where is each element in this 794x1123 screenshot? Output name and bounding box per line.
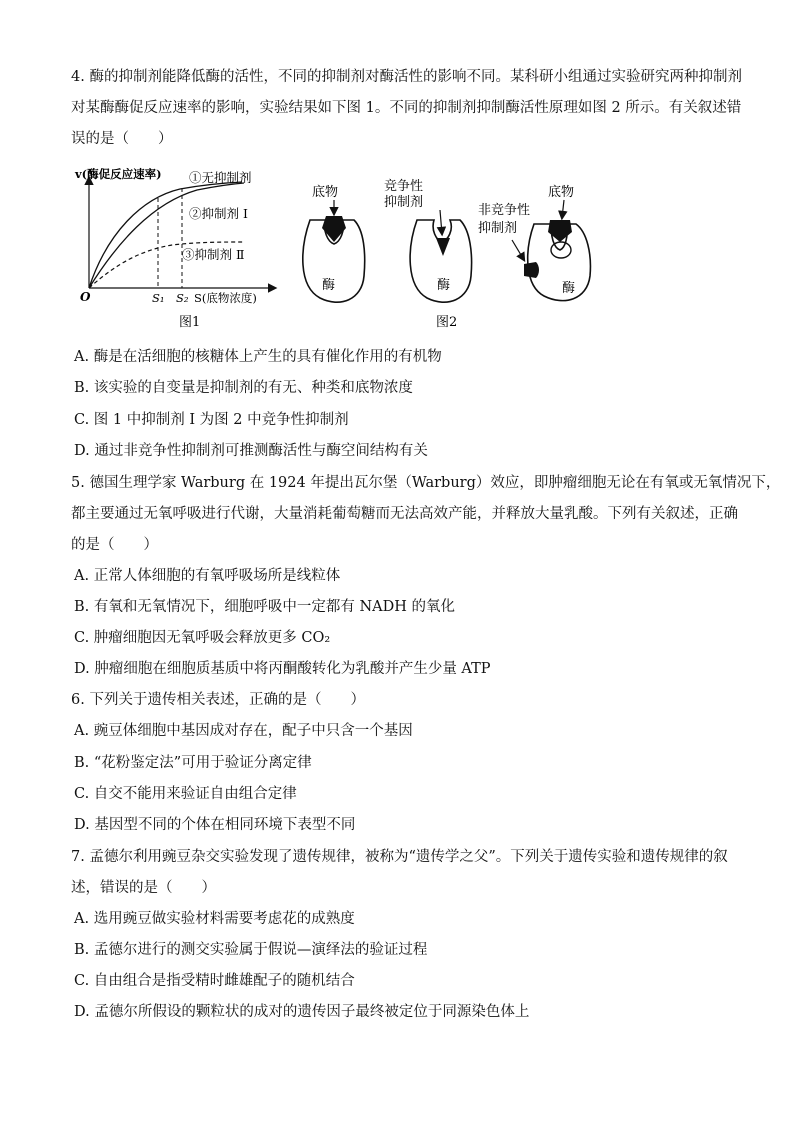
q5-option-a: A. 正常人体细胞的有氧呼吸场所是线粒体 xyxy=(74,568,341,584)
q6-option-c: C. 自交不能用来验证自由组合定律 xyxy=(74,786,297,802)
origin-label: O xyxy=(80,290,91,304)
q4-stem-line-1: 4. 酶的抑制剂能降低酶的活性，不同的抑制剂对酶活性的影响不同。某科研小组通过实验研究两种抑制剂 xyxy=(71,69,742,85)
y-axis-label: v(酶促反应速率) xyxy=(75,167,162,181)
q7-option-c: C. 自由组合是指受精时雌雄配子的随机结合 xyxy=(74,973,355,989)
q7-stem-line-1: 7. 孟德尔利用豌豆杂交实验发现了遗传规律，被称为“遗传学之父”。下列关于遗传实验和遗传规律的叙 xyxy=(71,849,728,865)
q4-option-b: B. 该实验的自变量是抑制剂的有无、种类和底物浓度 xyxy=(74,380,413,396)
figure-1-graph xyxy=(74,167,275,330)
curve-inhibitor-1 xyxy=(89,183,244,288)
q5-stem-line-1: 5. 德国生理学家 Warburg 在 1924 年提出瓦尔堡（Warburg）效应，即肿瘤细胞无论在有氧或无氧情况下， xyxy=(71,475,781,491)
substrate-3-arrow xyxy=(562,200,564,218)
q7-option-a: A. 选用豌豆做实验材料需要考虑花的成熟度 xyxy=(74,911,355,927)
curve-no-inhibitor xyxy=(89,182,245,288)
enzyme-1-label: 酶 xyxy=(322,278,336,293)
q7-option-d: D. 孟德尔所假设的颗粒状的成对的遗传因子最终被定位于同源染色体上 xyxy=(74,1004,530,1020)
curve-1-label: ①无抑制剂 xyxy=(189,170,252,185)
noncompetitive-inhibitor-arrow xyxy=(512,240,524,260)
s2-label: S₂ xyxy=(176,291,189,305)
enzyme-3-label: 酶 xyxy=(562,281,576,296)
q5-stem-line-2: 都主要通过无氧呼吸进行代谢，大量消耗葡萄糖而无法高效产能，并释放大量乳酸。下列有关叙述，正确 xyxy=(71,506,738,522)
noncompetitive-inhibitor-shape xyxy=(524,262,539,278)
figure-2-caption: 图2 xyxy=(436,315,458,330)
figure-2-diagram xyxy=(303,178,591,330)
substrate-1-label: 底物 xyxy=(312,185,339,200)
q6-option-b: B. “花粉鉴定法”可用于验证分离定律 xyxy=(74,755,312,771)
s1-label: S₁ xyxy=(152,291,165,305)
q4-option-c: C. 图 1 中抑制剂 I 为图 2 中竞争性抑制剂 xyxy=(74,412,349,428)
enzyme-2-label: 酶 xyxy=(437,278,451,293)
q4-option-a: A. 酶是在活细胞的核糖体上产生的具有催化作用的有机物 xyxy=(74,349,442,365)
q4-option-d: D. 通过非竞争性抑制剂可推测酶活性与酶空间结构有关 xyxy=(74,443,428,459)
q4-stem-line-2: 对某酶酶促反应速率的影响，实验结果如下图 1。不同的抑制剂抑制酶活性原理如图 2 所示。有关叙述错 xyxy=(71,100,742,116)
figure-1-caption: 图1 xyxy=(179,315,201,330)
q5-option-b: B. 有氧和无氧情况下，细胞呼吸中一定都有 NADH 的氧化 xyxy=(74,599,456,615)
q6-option-a: A. 豌豆体细胞中基因成对存在，配子中只含一个基因 xyxy=(74,723,413,739)
q5-option-d: D. 肿瘤细胞在细胞质基质中将丙酮酸转化为乳酸并产生少量 ATP xyxy=(74,661,491,677)
q4-stem-line-3: 误的是（ ） xyxy=(71,131,173,147)
q5-stem-line-3: 的是（ ） xyxy=(71,537,158,553)
curve-3-label: ③抑制剂 Ⅱ xyxy=(182,247,245,262)
q6-stem-line-1: 6. 下列关于遗传相关表述，正确的是（ ） xyxy=(71,692,365,708)
noncompetitive-label-line-1: 非竞争性 xyxy=(478,203,531,218)
q7-option-b: B. 孟德尔进行的测交实验属于假说—演绎法的验证过程 xyxy=(74,942,428,958)
x-axis-label: S(底物浓度) xyxy=(194,291,257,305)
q5-option-c: C. 肿瘤细胞因无氧呼吸会释放更多 CO₂ xyxy=(74,630,331,646)
curve-2-label: ②抑制剂 Ⅰ xyxy=(189,206,248,221)
substrate-3-label: 底物 xyxy=(548,185,575,200)
noncompetitive-label-line-2: 抑制剂 xyxy=(478,221,518,236)
q4-figures xyxy=(72,158,632,334)
competitive-inhibitor-arrow xyxy=(440,210,442,234)
q6-option-d: D. 基因型不同的个体在相同环境下表型不同 xyxy=(74,817,356,833)
competitive-label-line-2: 抑制剂 xyxy=(384,195,424,210)
q7-stem-line-2: 述，错误的是（ ） xyxy=(71,880,216,896)
competitive-label-line-1: 竞争性 xyxy=(384,179,424,194)
